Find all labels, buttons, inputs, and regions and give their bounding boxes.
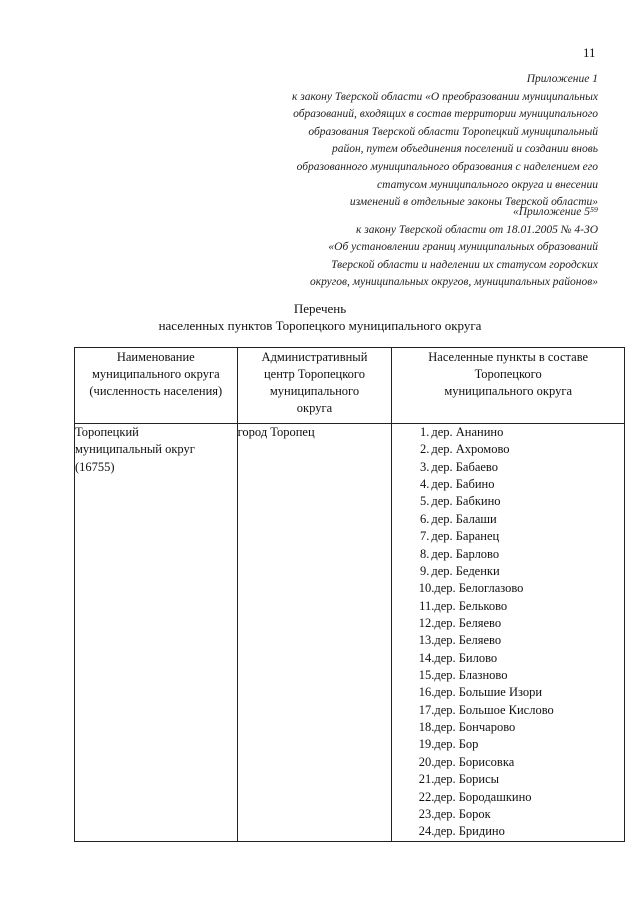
list-item [404, 598, 624, 615]
settlement-number: 13. [418, 633, 435, 648]
settlement-number: 2. [419, 442, 430, 457]
district-name-line: муниципальный округ [75, 442, 195, 457]
appendix-1-line: Приложение 1 [526, 73, 598, 85]
title-line-1: Перечень [293, 301, 347, 316]
settlement-number: 24. [418, 824, 435, 839]
settlement-name: дер. Бор [434, 737, 479, 752]
settlement-name: дер. Бридино [434, 824, 505, 839]
settlement-number: 3. [419, 459, 430, 474]
header-text: центр Торопецкого [263, 367, 365, 381]
list-item [404, 684, 624, 701]
settlement-number: 6. [419, 511, 430, 526]
district-name-cell [75, 424, 238, 842]
table-row [75, 424, 625, 842]
settlement-name: дер. Бабкино [431, 494, 501, 509]
list-item [404, 615, 624, 632]
list-item [404, 580, 624, 597]
settlement-name: дер. Бончарово [434, 720, 516, 735]
settlement-name: дер. Беденки [431, 563, 500, 578]
settlement-number: 16. [418, 685, 435, 700]
header-text: муниципального округа [91, 367, 220, 381]
settlement-name: дер. Беляево [434, 633, 502, 648]
settlement-name: дер. Баранец [431, 529, 500, 544]
appendix-2-line: «Об установлении границ муниципальных образований [328, 241, 598, 254]
list-item [404, 493, 624, 510]
appendix-2-line: Тверской области и наделении их статусом городских [331, 258, 598, 271]
settlement-number: 1. [419, 425, 430, 439]
settlement-number: 8. [419, 546, 430, 561]
settlement-number: 20. [418, 754, 435, 769]
header-text: Административный [261, 350, 368, 364]
settlement-number: 14. [418, 650, 435, 665]
page-number: 11 [583, 45, 596, 60]
title-line-2: населенных пунктов Торопецкого муниципального округа [158, 318, 482, 333]
settlement-name: дер. Бабино [431, 477, 495, 492]
list-item [404, 806, 624, 823]
settlement-name: дер. Барлово [431, 546, 500, 561]
settlement-number: 22. [418, 789, 435, 804]
settlement-list [392, 424, 624, 841]
list-item [404, 546, 624, 563]
settlement-name: дер. Билово [434, 650, 498, 665]
settlement-name: дер. Белоглазово [434, 581, 524, 596]
header-text: Населенные пункты в составе [428, 350, 589, 364]
settlement-name: дер. Балаши [431, 511, 497, 526]
list-item [404, 771, 624, 788]
settlement-number: 5. [419, 494, 430, 509]
header-text: Торопецкого [474, 367, 542, 381]
settlement-name: дер. Ананино [431, 425, 504, 439]
district-population: (16755) [75, 459, 115, 474]
settlement-name: дер. Борисовка [434, 754, 515, 769]
appendix-1-line: образований, входящих в состав территории муниципального [293, 108, 598, 121]
header-admin-center [237, 348, 392, 424]
settlement-name: дер. Бородашкино [434, 789, 532, 804]
header-text: Наименование [116, 350, 195, 364]
settlement-name: дер. Борок [434, 806, 491, 821]
admin-center-text: город Торопец [237, 425, 315, 439]
settlement-number: 15. [418, 668, 435, 683]
header-text: (численность населения) [89, 384, 223, 398]
list-item [404, 736, 624, 753]
settlement-number: 10. [418, 581, 435, 596]
list-item [404, 459, 624, 476]
admin-center-cell [237, 424, 392, 842]
table-header-row [75, 348, 625, 424]
settlement-number: 23. [418, 806, 435, 821]
list-item [404, 719, 624, 736]
list-item [404, 823, 624, 840]
settlement-number: 18. [418, 720, 435, 735]
settlements-cell [392, 424, 625, 842]
list-item [404, 476, 624, 493]
document-title [0, 300, 640, 334]
appendix-1-line: статусом муниципального округа и внесении [377, 178, 598, 191]
list-item [404, 424, 624, 441]
header-text: муниципального округа [444, 384, 572, 398]
settlement-number: 9. [419, 563, 430, 578]
appendix-2-line: к закону Тверской области от 18.01.2005 № 4-ЗО [356, 223, 598, 236]
list-item [404, 441, 624, 458]
list-item [404, 789, 624, 806]
settlement-name: дер. Ахромово [431, 442, 510, 457]
list-item [404, 667, 624, 684]
header-settlements [392, 348, 625, 424]
settlement-name: дер. Большие Изори [434, 685, 543, 700]
settlements-table [74, 347, 625, 842]
list-item [404, 528, 624, 545]
settlement-name: дер. Беляево [434, 615, 502, 630]
header-text: муниципального [269, 384, 360, 398]
appendix-1-line: образованного муниципального образования с наделением его [296, 160, 598, 173]
header-district-name [75, 348, 238, 424]
list-item [404, 650, 624, 667]
header-text: округа [296, 401, 333, 415]
appendix-1-heading [198, 71, 598, 212]
list-item [404, 511, 624, 528]
settlement-name: дер. Бабаево [431, 459, 499, 474]
settlement-number: 7. [419, 529, 430, 544]
list-item [404, 563, 624, 580]
appendix-1-line: район, путем объединения поселений и создании вновь [331, 143, 598, 156]
settlement-name: дер. Бельково [434, 598, 508, 613]
appendix-2-line: округов, муниципальных округов, муниципальных районов» [309, 276, 598, 289]
settlement-number: 17. [418, 702, 435, 717]
settlement-name: дер. Борисы [434, 772, 500, 787]
settlement-number: 11. [419, 598, 435, 613]
settlement-number: 12. [418, 615, 435, 630]
list-item [404, 702, 624, 719]
appendix-1-line: изменений в отдельные законы Тверской области» [349, 196, 598, 209]
list-item [404, 754, 624, 771]
settlement-name: дер. Большое Кислово [434, 702, 554, 717]
appendix-1-line: к закону Тверской области «О преобразовании муниципальных [292, 90, 598, 103]
appendix-1-line: образования Тверской области Торопецкий муниципальный [308, 125, 598, 138]
settlement-number: 21. [418, 772, 435, 787]
list-item [404, 632, 624, 649]
settlement-number: 4. [419, 477, 430, 492]
appendix-2-heading [268, 204, 598, 292]
district-name-line: Торопецкий [75, 425, 139, 439]
settlement-number: 19. [418, 737, 435, 752]
appendix-2-line: «Приложение 5⁵⁹ [512, 206, 598, 218]
settlement-name: дер. Блазново [434, 668, 508, 683]
